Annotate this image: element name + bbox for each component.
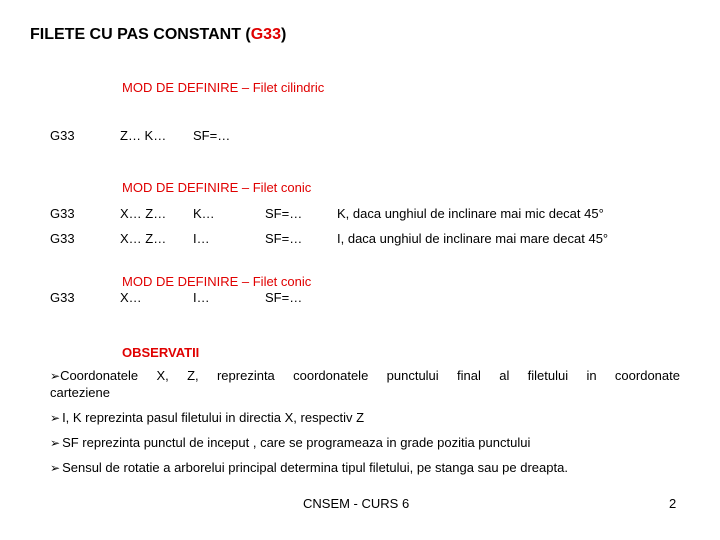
section3-param-i: I… <box>193 290 210 305</box>
section3-param-sf: SF=… <box>265 290 303 305</box>
bullet-1-text: Coordonatele X, Z, reprezinta coordonatele punctului final al filetului in coordonate <box>60 368 680 383</box>
page-number: 2 <box>669 496 677 511</box>
section2-row1-param-sf: SF=… <box>265 206 303 221</box>
arrow-right-icon: ➢ <box>50 436 61 450</box>
section2-heading: MOD DE DEFINIRE – Filet conic <box>122 180 312 195</box>
observatii-bullet-4 <box>50 460 568 475</box>
section2-row2-param-sf: SF=… <box>265 231 303 246</box>
observatii-heading: OBSERVATII <box>122 345 200 360</box>
title-suffix: ) <box>280 26 287 43</box>
title-code: G33 <box>250 26 281 43</box>
arrow-right-icon: ➢ <box>50 369 61 383</box>
observatii-bullet-3 <box>50 435 530 450</box>
arrow-right-icon: ➢ <box>50 411 61 425</box>
section2-row2-note: I, daca unghiul de inclinare mai mare decat 45° <box>337 231 609 246</box>
section1-param-zk: Z… K… <box>120 128 167 143</box>
section2-row2-code: G33 <box>50 231 75 246</box>
section2-row1-note: K, daca unghiul de inclinare mai mic decat 45° <box>337 206 604 221</box>
section1-param-sf: SF=… <box>193 128 231 143</box>
section3-heading: MOD DE DEFINIRE – Filet conic <box>122 274 312 289</box>
bullet-2-text: I, K reprezinta pasul filetului in directia X, respectiv Z <box>62 410 365 425</box>
section3-code: G33 <box>50 290 75 305</box>
bullet-4-text: Sensul de rotatie a arborelui principal determina tipul filetului, pe stanga sau pe dreapta. <box>62 460 568 475</box>
footer-course: CNSEM - CURS 6 <box>303 496 410 511</box>
section2-row2-param-i: I… <box>193 231 210 246</box>
section2-row1-param-xz: X… Z… <box>120 206 167 221</box>
observatii-bullet-1-cont: carteziene <box>50 385 110 400</box>
observatii-bullet-1 <box>50 368 680 383</box>
section2-row1-param-k: K… <box>193 206 215 221</box>
section2-row1-code: G33 <box>50 206 75 221</box>
section2-row2-param-xz: X… Z… <box>120 231 167 246</box>
title-prefix: FILETE CU PAS CONSTANT ( <box>30 26 251 43</box>
page-title <box>30 26 286 44</box>
section3-param-x: X… <box>120 290 142 305</box>
section1-code: G33 <box>50 128 75 143</box>
bullet-3-text: SF reprezinta punctul de inceput , care se programeaza in grade pozitia punctului <box>62 435 531 450</box>
section1-heading: MOD DE DEFINIRE – Filet cilindric <box>122 80 325 95</box>
observatii-bullet-2 <box>50 410 364 425</box>
arrow-right-icon: ➢ <box>50 461 61 475</box>
